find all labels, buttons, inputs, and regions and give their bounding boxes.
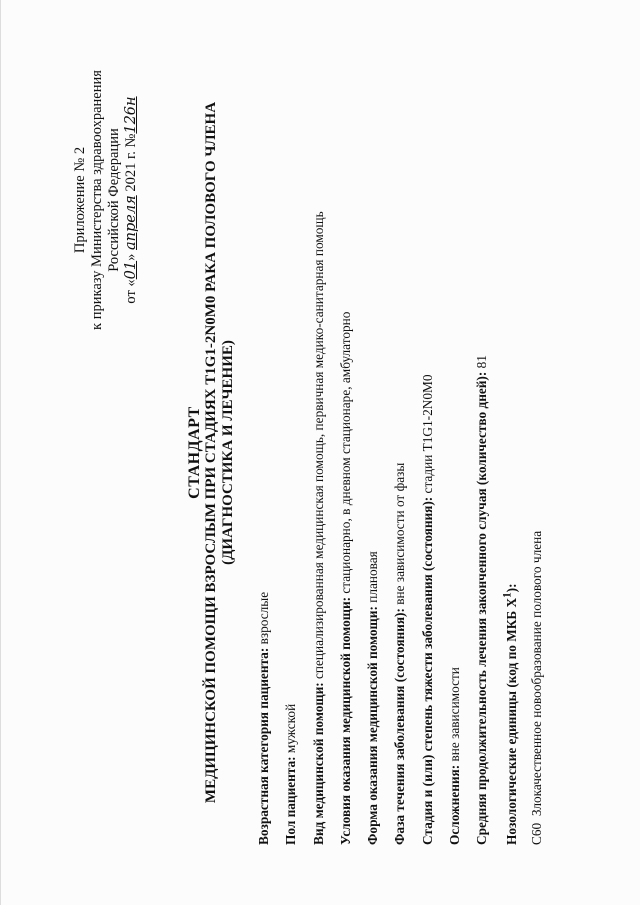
order-number: 126н <box>123 96 139 134</box>
date-sep: » <box>123 253 139 261</box>
document-title <box>186 60 237 845</box>
appendix-date-line <box>123 40 140 360</box>
nosology-code: C60 <box>528 822 544 845</box>
title-sub: (ДИАГНОСТИКА И ЛЕЧЕНИЕ) <box>220 340 236 565</box>
field-treatment-duration: Средняя продолжительность лечения законченного случая (количество дней): 81 <box>474 355 490 845</box>
title-standard: СТАНДАРТ <box>186 406 203 499</box>
appendix-block <box>72 40 140 360</box>
title-main: МЕДИЦИНСКОЙ ПОМОЩИ ВЗРОСЛЫМ ПРИ СТАДИЯХ T1G1-2N0M0 РАКА ПОЛОВОГО ЧЛЕНА <box>203 101 219 804</box>
appendix-ministry: Российской Федерации <box>106 128 122 272</box>
field-age-category: Возрастная категория пациента: взрослые <box>256 591 271 845</box>
field-sex: Пол пациента: мужской <box>283 703 299 845</box>
appendix-number: Приложение № 2 <box>72 146 88 254</box>
field-disease-stage: Стадия и (или) степень тяжести заболевания (состояния): стадии T1G1-2N0M0 <box>419 374 435 845</box>
field-care-conditions: Условия оказания медицинской помощи: стационарно, в дневном стационаре, амбулаторно <box>337 311 353 845</box>
nosology-name: Злокачественное новообразование полового члена <box>528 530 544 817</box>
date-prefix: от « <box>123 279 139 304</box>
standard-fields <box>256 45 556 845</box>
date-month: апреля <box>123 195 139 250</box>
field-complications: Осложнения: вне зависимости <box>447 667 463 845</box>
appendix-order-ref: к приказу Министерства здравоохранения <box>89 70 105 330</box>
field-care-form: Форма оказания медицинской помощи: плановая <box>365 551 381 845</box>
date-year: 2021 г. № <box>123 133 139 192</box>
field-nosology: Нозологические единицы (код по МКБ $X^1$): <box>501 583 520 845</box>
field-disease-phase: Фаза течения заболевания (состояния): вне зависимости от фазы <box>392 462 408 845</box>
date-day: 01 <box>123 260 139 280</box>
field-care-type: Вид медицинской помощи: специализированная медицинская помощь, первичная медико-санитарная помощь <box>310 211 326 845</box>
nosology-entry <box>529 45 556 845</box>
